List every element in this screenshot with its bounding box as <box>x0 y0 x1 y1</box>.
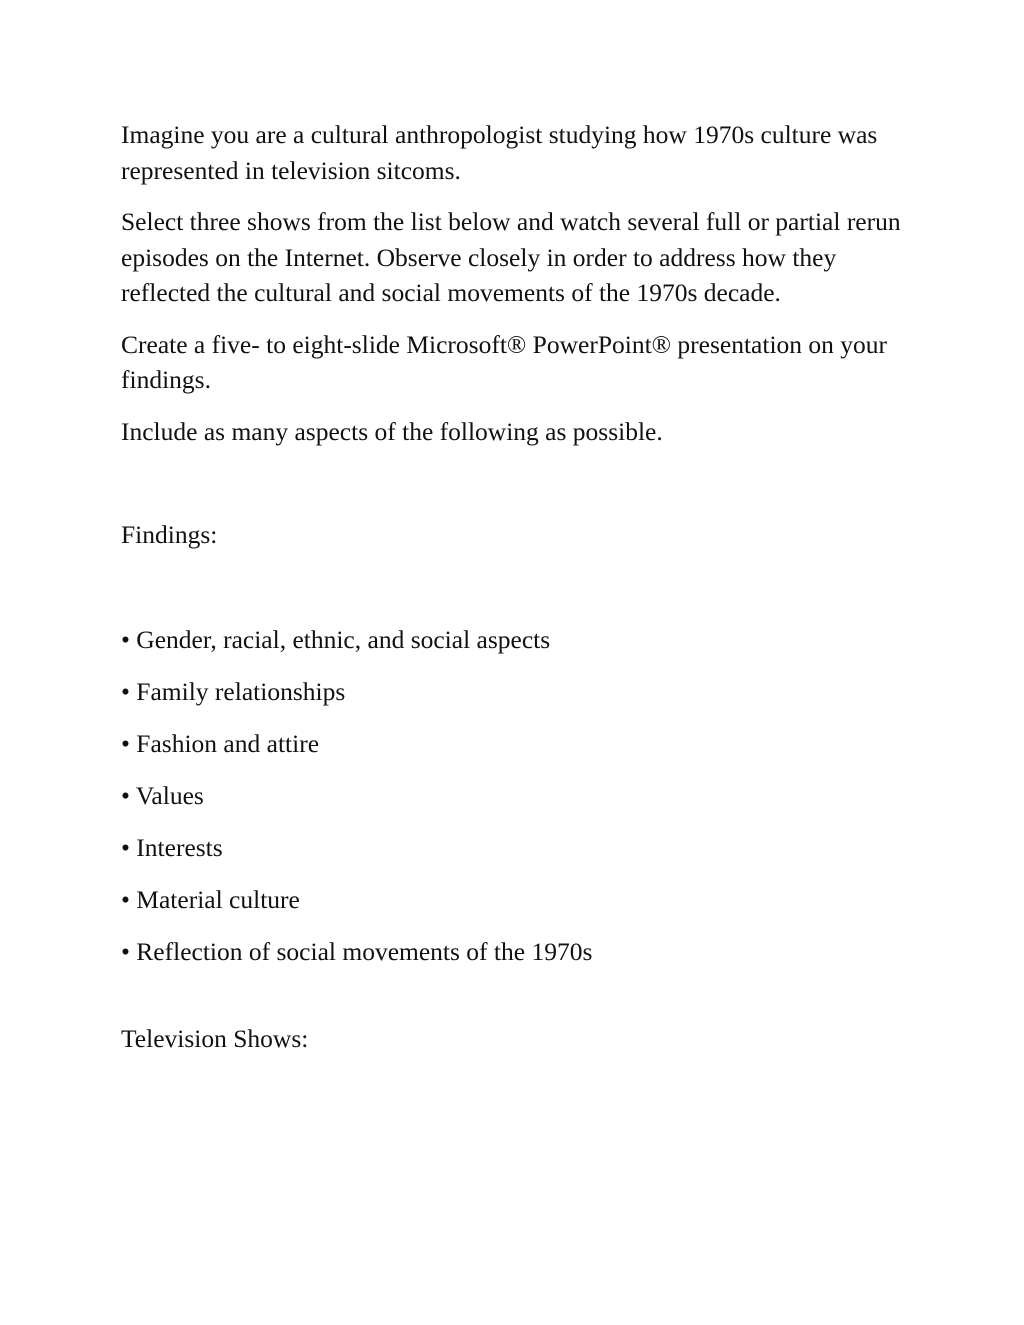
television-shows-heading: Television Shows: <box>121 1023 309 1053</box>
intro-paragraph: Imagine you are a cultural anthropologist studying how 1970s culture was represented in television sitcoms. <box>121 120 878 185</box>
list-item: • Fashion and attire <box>121 728 320 758</box>
list-item: • Family relationships <box>121 676 346 706</box>
include-paragraph: Include as many aspects of the following as possible. <box>121 416 663 446</box>
findings-heading: Findings: <box>121 520 218 549</box>
list-item: • Gender, racial, ethnic, and social aspects <box>121 624 551 654</box>
list-item: • Interests <box>121 832 223 862</box>
list-item: • Reflection of social movements of the 1970s <box>121 937 593 967</box>
instructions-paragraph: Select three shows from the list below and watch several full or partial rerun episodes on the Internet. Observe closely in order to address how they reflected the cultural and social movements of the 1970s decade. <box>121 207 901 307</box>
list-item: • Values <box>121 780 204 810</box>
list-item: • Material culture <box>121 884 300 914</box>
document-page <box>121 117 911 1056</box>
presentation-paragraph: Create a five- to eight-slide Microsoft® PowerPoint® presentation on your findings. <box>121 329 888 394</box>
findings-list <box>121 622 911 970</box>
